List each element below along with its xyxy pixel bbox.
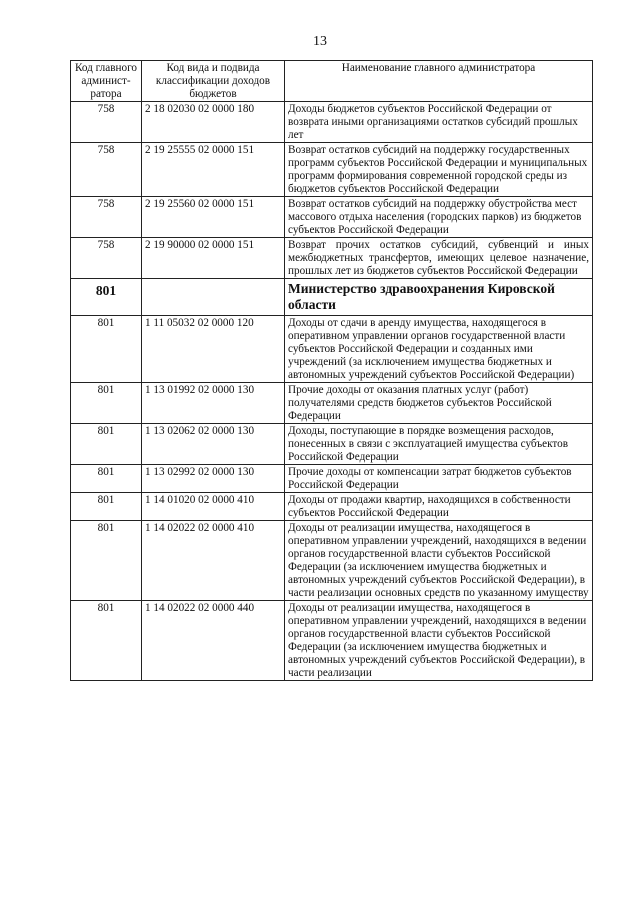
table-row bbox=[71, 465, 593, 493]
admin-code-cell: 758 bbox=[71, 102, 142, 143]
section-title-cell: Министерство здравоохранения Кировской области bbox=[285, 279, 593, 316]
revenue-code-cell: 1 13 01992 02 0000 130 bbox=[142, 383, 285, 424]
table-row bbox=[71, 197, 593, 238]
table-row bbox=[71, 143, 593, 197]
revenue-code-cell: 1 14 02022 02 0000 440 bbox=[142, 601, 285, 681]
admin-code-cell: 801 bbox=[71, 383, 142, 424]
admin-name-cell: Прочие доходы от компенсации затрат бюджетов субъектов Российской Федерации bbox=[285, 465, 593, 493]
admin-name-cell: Доходы от сдачи в аренду имущества, находящегося в оперативном управлении органов государственной власти субъектов Российской Федерации и созданных ими учреждений (за исключением имущества бюджетных и автономных учреждений субъектов Российской Федерации) bbox=[285, 316, 593, 383]
admin-code-cell: 758 bbox=[71, 197, 142, 238]
table-row bbox=[71, 238, 593, 279]
revenue-code-cell: 1 11 05032 02 0000 120 bbox=[142, 316, 285, 383]
table-row bbox=[71, 493, 593, 521]
revenue-code-cell: 1 14 01020 02 0000 410 bbox=[142, 493, 285, 521]
admin-code-cell: 758 bbox=[71, 238, 142, 279]
revenue-code-cell bbox=[142, 279, 285, 316]
table-body bbox=[71, 102, 593, 681]
admin-code-cell: 801 bbox=[71, 601, 142, 681]
admin-name-cell: Прочие доходы от оказания платных услуг (работ) получателями средств бюджетов субъектов Российской Федерации bbox=[285, 383, 593, 424]
revenue-code-cell: 1 14 02022 02 0000 410 bbox=[142, 521, 285, 601]
header-row bbox=[71, 61, 593, 102]
admin-name-cell: Доходы бюджетов субъектов Российской Федерации от возврата иными организациями остатков субсидий прошлых лет bbox=[285, 102, 593, 143]
revenue-code-cell: 2 19 25555 02 0000 151 bbox=[142, 143, 285, 197]
admin-name-cell: Доходы, поступающие в порядке возмещения расходов, понесенных в связи с эксплуатацией имущества субъектов Российской Федерации bbox=[285, 424, 593, 465]
header-revenue-code: Код вида и подвида классификации доходов бюджетов bbox=[142, 61, 285, 102]
section-admin-code-cell: 801 bbox=[71, 279, 142, 316]
admin-name-cell: Доходы от реализации имущества, находящегося в оперативном управлении учреждений, находящихся в ведении органов государственной власти субъектов Российской Федерации (за исключением имущества бюджетных и автономных учреждений субъектов Российской Федерации), в части реализации bbox=[285, 601, 593, 681]
admin-code-cell: 758 bbox=[71, 143, 142, 197]
revenue-code-cell: 1 13 02062 02 0000 130 bbox=[142, 424, 285, 465]
admin-code-cell: 801 bbox=[71, 465, 142, 493]
revenue-code-cell: 2 19 25560 02 0000 151 bbox=[142, 197, 285, 238]
table-row bbox=[71, 102, 593, 143]
admin-name-cell: Доходы от реализации имущества, находящегося в оперативном управлении учреждений, находящихся в ведении органов государственной власти субъектов Российской Федерации (за исключением имущества бюджетных и автономных учреждений субъектов Российской Федерации), в части реализации основных средств по указанному имуществу bbox=[285, 521, 593, 601]
admin-name-cell: Возврат остатков субсидий на поддержку обустройства мест массового отдыха населения (городских парков) из бюджетов субъектов Российской Федерации bbox=[285, 197, 593, 238]
admin-code-cell: 801 bbox=[71, 521, 142, 601]
admin-name-cell: Возврат остатков субсидий на поддержку государственных программ субъектов Российской Федерации и муниципальных программ формирования современной городской среды из бюджетов субъектов Российской Федерации bbox=[285, 143, 593, 197]
table-header bbox=[71, 61, 593, 102]
header-admin-code: Код главного админист-ратора bbox=[71, 61, 142, 102]
page-number: 13 bbox=[313, 34, 327, 49]
section-row-ministry-of-health bbox=[71, 279, 593, 316]
table-row bbox=[71, 424, 593, 465]
revenue-code-cell: 1 13 02992 02 0000 130 bbox=[142, 465, 285, 493]
table-row bbox=[71, 521, 593, 601]
revenue-classification-table bbox=[70, 60, 593, 681]
admin-name-cell: Возврат прочих остатков субсидий, субвенций и иных межбюджетных трансфертов, имеющих целевое назначение, прошлых лет из бюджетов субъектов Российской Федерации bbox=[285, 238, 593, 279]
admin-code-cell: 801 bbox=[71, 316, 142, 383]
admin-code-cell: 801 bbox=[71, 424, 142, 465]
header-admin-name: Наименование главного администратора bbox=[285, 61, 593, 102]
revenue-code-cell: 2 19 90000 02 0000 151 bbox=[142, 238, 285, 279]
revenue-code-cell: 2 18 02030 02 0000 180 bbox=[142, 102, 285, 143]
admin-name-cell: Доходы от продажи квартир, находящихся в собственности субъектов Российской Федерации bbox=[285, 493, 593, 521]
table-row bbox=[71, 383, 593, 424]
table-row bbox=[71, 601, 593, 681]
admin-code-cell: 801 bbox=[71, 493, 142, 521]
table-row bbox=[71, 316, 593, 383]
